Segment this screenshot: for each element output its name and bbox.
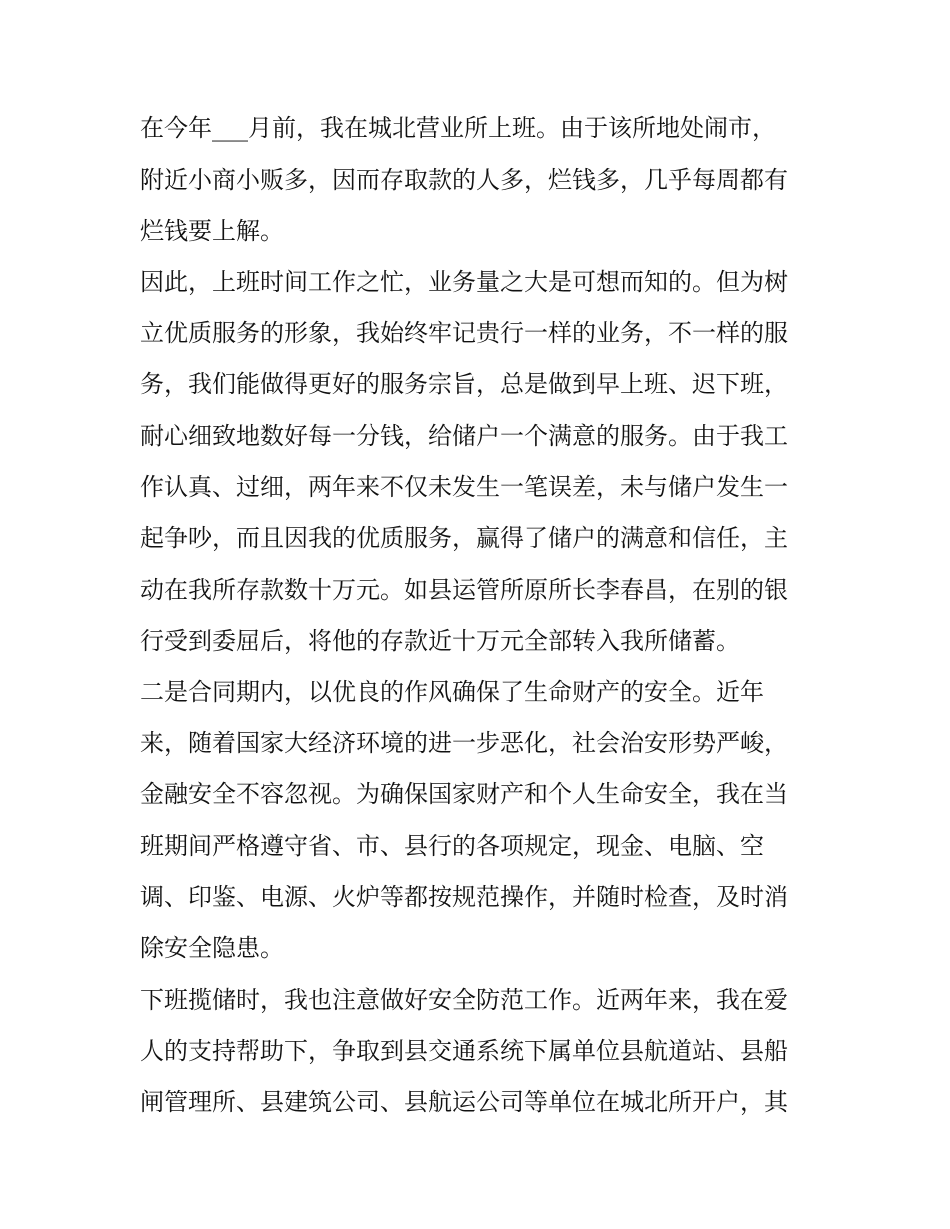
text-line: 除安全隐患。 xyxy=(140,934,284,962)
text-line: 二是合同期内，以优良的作风确保了生命财产的安全。近年 xyxy=(140,678,764,706)
text-line: 附近小商小贩多，因而存取款的人多，烂钱多，几乎每周都有 xyxy=(140,166,788,194)
text-line: 下班揽储时，我也注意做好安全防范工作。近两年来，我在爱 xyxy=(140,986,788,1014)
text-line: 行受到委屈后，将他的存款近十万元全部转入我所储蓄。 xyxy=(140,627,740,655)
text-line: 闸管理所、县建筑公司、县航运公司等单位在城北所开户，其 xyxy=(140,1088,788,1116)
text-line: 因此，上班时间工作之忙，业务量之大是可想而知的。但为树 xyxy=(140,268,788,296)
text-line: 烂钱要上解。 xyxy=(140,217,284,245)
text-line: 耐心细致地数好每一分钱，给储户一个满意的服务。由于我工 xyxy=(140,422,788,450)
text-line: 立优质服务的形象，我始终牢记贵行一样的业务，不一样的服 xyxy=(140,319,788,347)
text-line: 调、印鉴、电源、火炉等都按规范操作，并随时检查，及时消 xyxy=(140,883,788,911)
text-line: 来，随着国家大经济环境的进一步恶化，社会治安形势严峻， xyxy=(140,729,788,757)
text-line: 金融安全不容忽视。为确保国家财产和个人生命安全，我在当 xyxy=(140,780,788,808)
text-line: 动在我所存款数十万元。如县运管所原所长李春昌，在别的银 xyxy=(140,576,788,604)
text-line: 在今年___月前，我在城北营业所上班。由于该所地处闹市， xyxy=(140,114,776,142)
text-line: 起争吵，而且因我的优质服务，赢得了储户的满意和信任，主 xyxy=(140,524,788,552)
text-line: 务，我们能做得更好的服务宗旨，总是做到早上班、迟下班， xyxy=(140,370,788,398)
text-line: 作认真、过细，两年来不仅未发生一笔误差，未与储户发生一 xyxy=(140,473,788,501)
text-line: 班期间严格遵守省、市、县行的各项规定，现金、电脑、空 xyxy=(140,832,764,860)
text-line: 人的支持帮助下，争取到县交通系统下属单位县航道站、县船 xyxy=(140,1037,788,1065)
